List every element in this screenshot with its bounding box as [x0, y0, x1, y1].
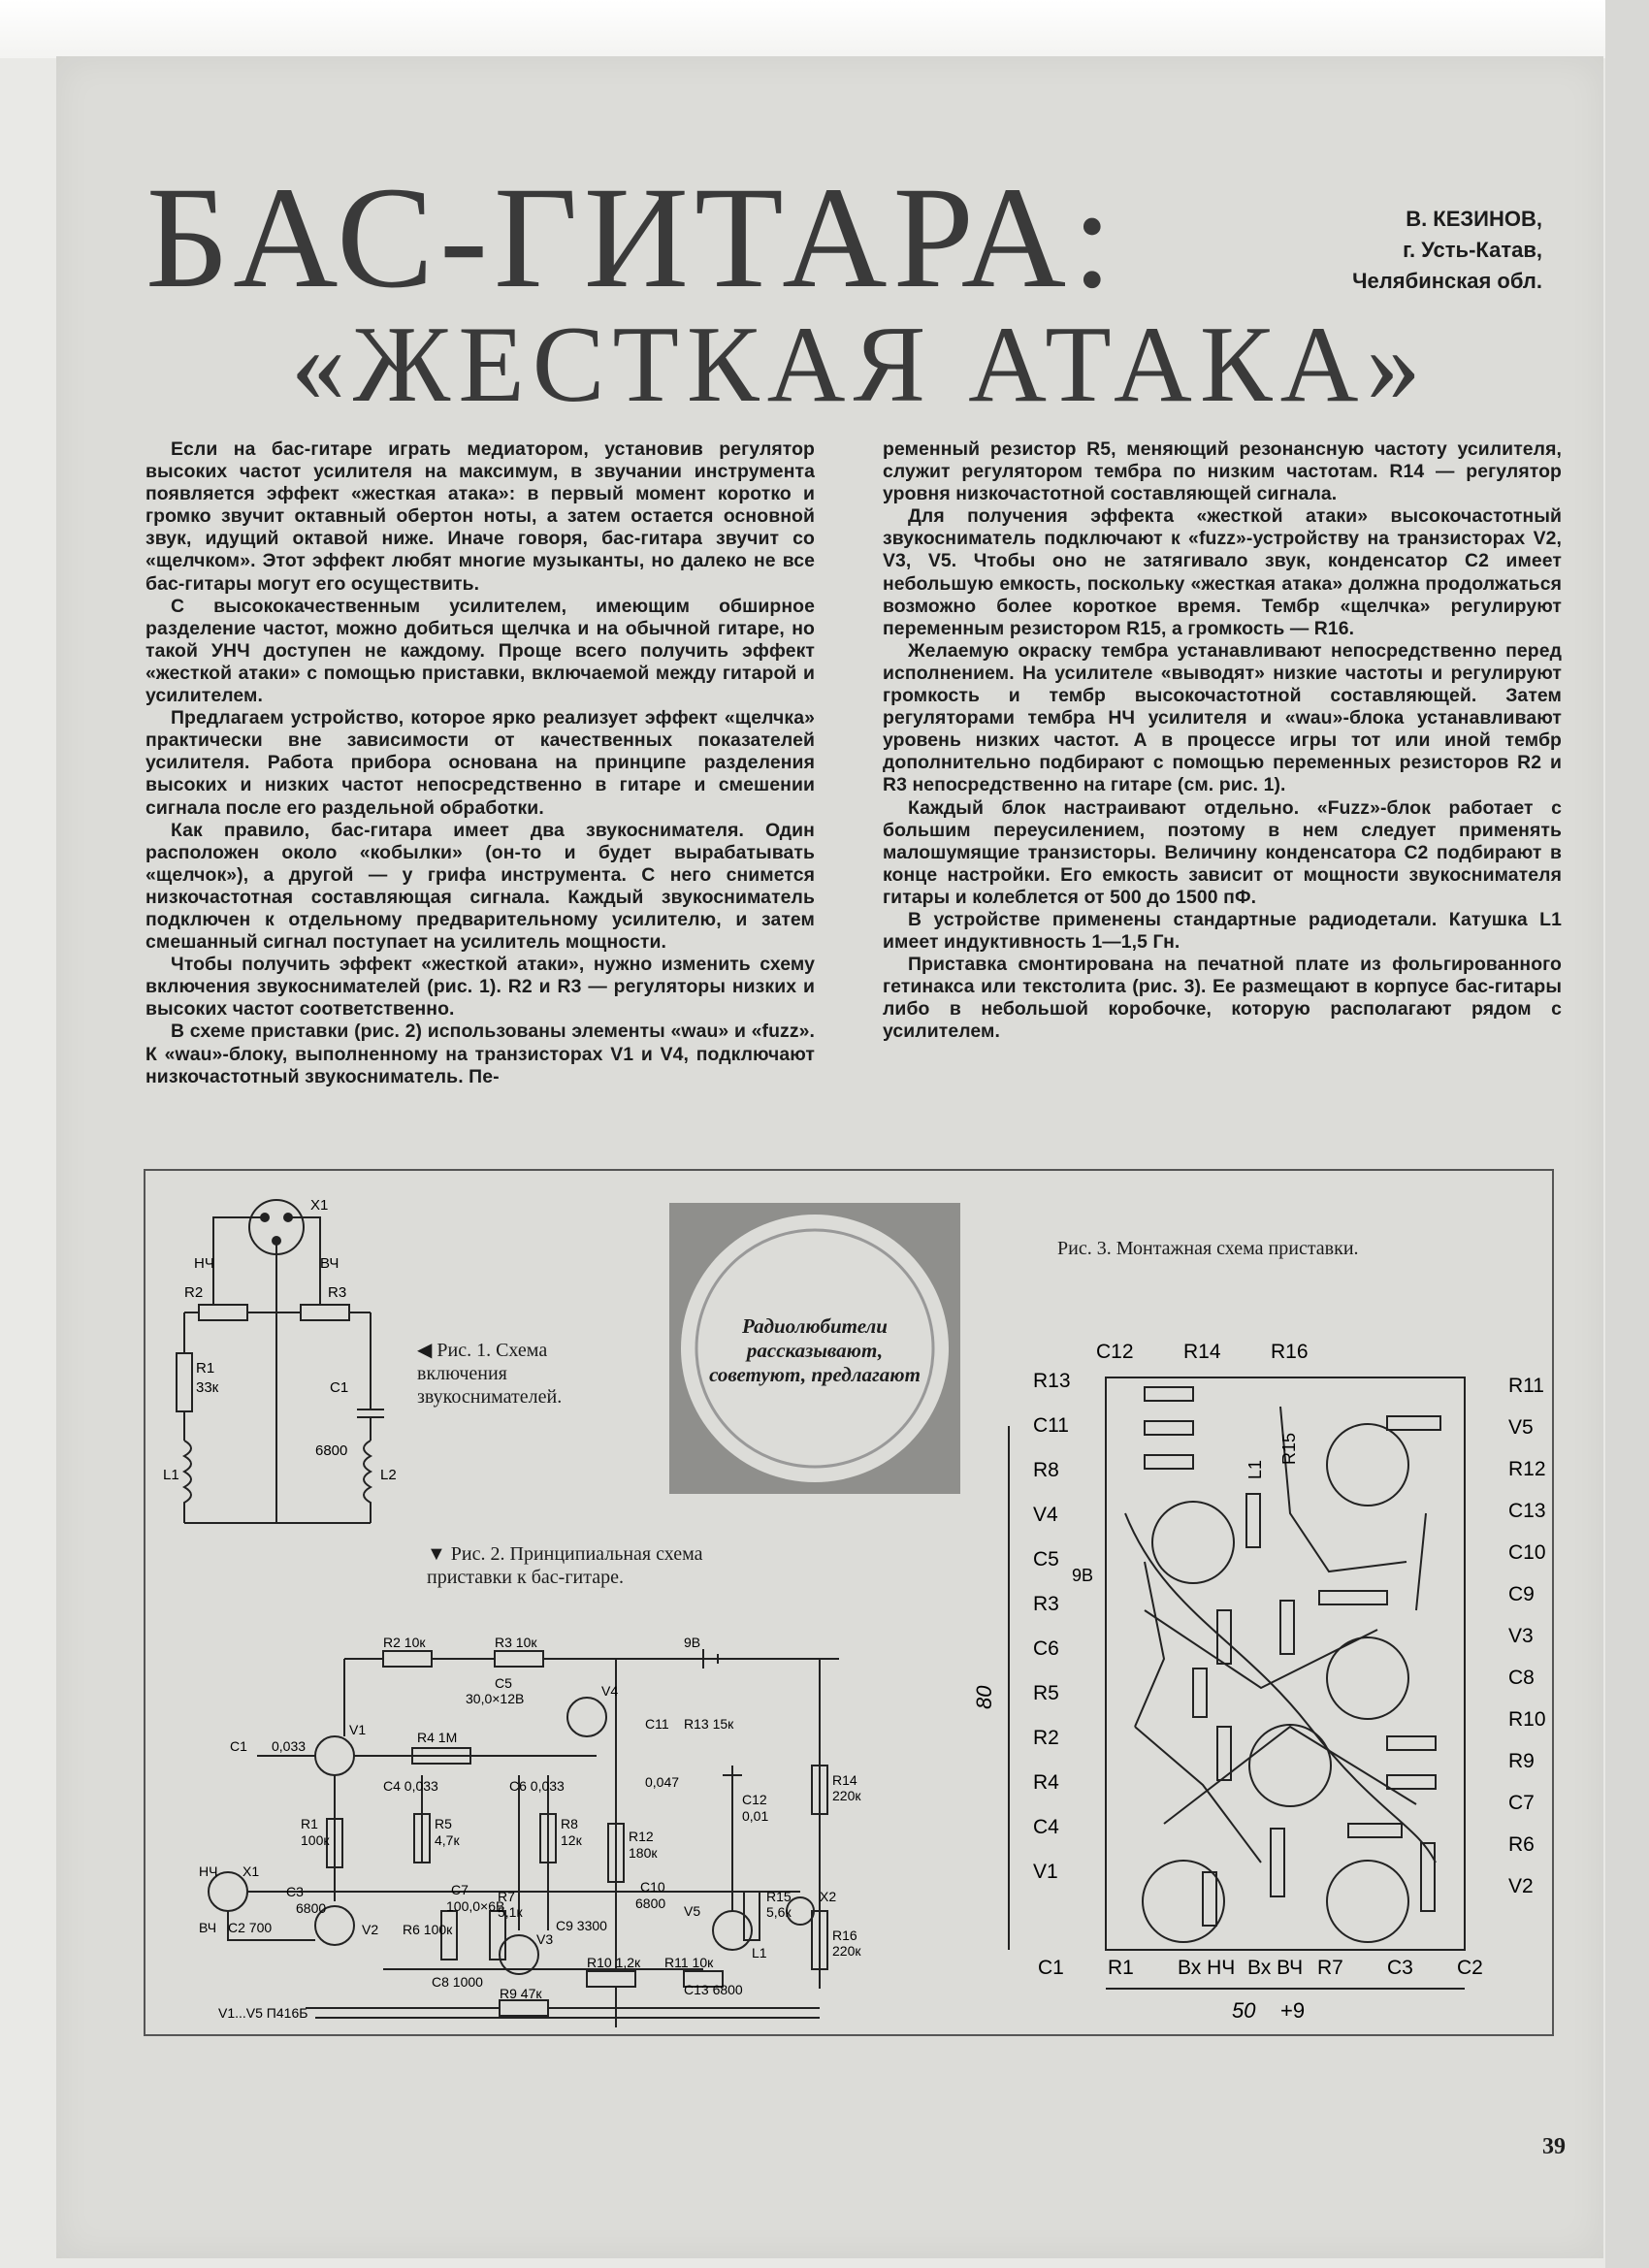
- fig2-label: 180к: [629, 1845, 658, 1861]
- fig1-label: R3: [328, 1284, 347, 1301]
- paragraph: В схеме приставки (рис. 2) использованы элементы «wau» и «fuzz». К «wau»-блоку, выполненному на транзисторах V1 и V4, подключают низкочастотный звукосниматель. Пе-: [146, 1021, 815, 1087]
- fig3-label: R10: [1508, 1708, 1546, 1731]
- fig1-label: R1: [196, 1360, 215, 1377]
- fig3-left-labels: [1033, 1370, 1071, 1883]
- fig3-label: V4: [1033, 1504, 1058, 1526]
- fig1-label: L1: [163, 1467, 179, 1483]
- fig2-label: X1: [242, 1863, 260, 1879]
- fig2-label: 12к: [561, 1832, 582, 1848]
- fig3-label: C6: [1033, 1637, 1059, 1660]
- text-column-right: [883, 438, 1562, 1044]
- fig2-label: R12: [629, 1829, 654, 1844]
- fig3-inner-label: 9В: [1072, 1566, 1094, 1585]
- fig3-label: Вх НЧ: [1178, 1957, 1236, 1979]
- fig3-label: V1: [1033, 1861, 1058, 1883]
- fig3-label: C3: [1387, 1957, 1413, 1979]
- fig2-label: C1: [230, 1738, 247, 1754]
- fig1-label: X1: [310, 1197, 329, 1214]
- fig3-label: R12: [1508, 1458, 1546, 1480]
- fig3-label: R4: [1033, 1771, 1059, 1794]
- fig1-caption: ◀ Рис. 1. Схема включения звукоснимателей.: [417, 1340, 563, 1408]
- fig3-label: R14: [1183, 1341, 1221, 1363]
- fig2-label: R16: [832, 1928, 857, 1943]
- paragraph: Предлагаем устройство, которое ярко реализует эффект «щелчка» практически вне зависимости от качественных показателей усилителя. Работа прибора основана на принципе разделения высоких и низких частот непосредственно в гитаре и смешении сигнала после его раздельной обработки.: [146, 707, 815, 819]
- fig2-label: V3: [536, 1931, 554, 1947]
- fig2-schematic: [160, 1620, 926, 2027]
- byline-city: г. Усть-Катав,: [1403, 238, 1542, 262]
- fig2-label: C6 0,033: [509, 1778, 565, 1794]
- fig2-label: C4 0,033: [383, 1778, 438, 1794]
- fig1-label: 33к: [196, 1379, 219, 1396]
- fig2-label: R9 47к: [500, 1986, 542, 2001]
- fig2-label: 5,1к: [498, 1904, 523, 1920]
- fig3-label: R11: [1508, 1375, 1544, 1397]
- fig2-label: 0,01: [742, 1808, 769, 1824]
- fig3-label: C9: [1508, 1583, 1535, 1605]
- fig2-label: R7: [498, 1889, 515, 1904]
- fig2-label: 5,6к: [766, 1904, 792, 1920]
- fig2-label: V4: [601, 1683, 619, 1699]
- fig3-board: [970, 1319, 1552, 2037]
- paragraph: С высококачественным усилителем, имеющим обширное разделение частот, можно добиться щелчка и на обычной гитаре, но такой УНЧ доступен не каждому. Проще всего получить эффект «жесткой атаки» с помощью приставки, включаемой между гитарой и усилителем.: [146, 595, 815, 707]
- paragraph: Для получения эффекта «жесткой атаки» высокочастотный звукосниматель подключают к «fuzz»-устройству на транзисторах V2, V3, V5. Чтобы оно не затягивало звук, конденсатор C2 имеет небольшую емкость, поскольку «жесткая атака» должна продолжаться возможно более короткое время. Тембр «щелчка» регулируют переменным резистором R15, а громкость — R16.: [883, 505, 1562, 639]
- fig2-label: C8 1000: [432, 1974, 483, 1990]
- fig3-label: C10: [1508, 1541, 1546, 1564]
- paragraph: В устройстве применены стандартные радиодетали. Катушка L1 имеет индуктивность 1—1,5 Гн.: [883, 908, 1562, 954]
- fig2-label: ВЧ: [199, 1920, 217, 1935]
- paragraph: Каждый блок настраивают отдельно. «Fuzz»-блок работает с большим переусилением, поэтому в нем следует применять малошумящие транзисторы. Величину конденсатора C2 подбирают в конце настройки. Его емкость зависит от мощности звукоснимателя гитары и колеблется от 500 до 1500 пФ.: [883, 796, 1562, 908]
- fig3-inner-label: L1: [1245, 1459, 1265, 1479]
- fig3-label: R3: [1033, 1593, 1059, 1615]
- fig3-label: C7: [1508, 1792, 1535, 1814]
- fig1-label: C1: [330, 1379, 349, 1396]
- fig3-label: V2: [1508, 1875, 1534, 1897]
- fig2-label: V1: [349, 1722, 367, 1737]
- fig2-label: R11 10к: [664, 1955, 714, 1970]
- byline: [1261, 204, 1542, 297]
- fig2-label: C10: [640, 1879, 665, 1895]
- fig2-label: 6800: [635, 1895, 666, 1911]
- fig2-label: R14: [832, 1772, 857, 1788]
- byline-region: Челябинская обл.: [1352, 269, 1542, 293]
- fig2-label: C9 3300: [556, 1918, 607, 1933]
- fig3-label: Вх ВЧ: [1247, 1957, 1304, 1979]
- fig3-label: R1: [1108, 1957, 1134, 1979]
- fig3-label: C4: [1033, 1816, 1059, 1838]
- fig1-label: НЧ: [194, 1255, 214, 1272]
- paragraph: ременный резистор R5, меняющий резонансную частоту усилителя, служит регулятором тембра по низким частотам. R14 — регулятор уровня низкочастотной составляющей сигнала.: [883, 438, 1562, 505]
- fig3-label: C12: [1096, 1341, 1134, 1363]
- article-title-line1: БАС-ГИТАРА:: [146, 157, 1118, 318]
- fig2-label: V1...V5 П416Б: [218, 2005, 308, 2021]
- fig2-label: C2 700: [228, 1920, 273, 1935]
- fig2-label: C3: [286, 1884, 304, 1899]
- fig3-label: V5: [1508, 1416, 1534, 1439]
- fig3-label: R8: [1033, 1459, 1059, 1481]
- fig2-label: 0,033: [272, 1738, 307, 1754]
- fig2-label: НЧ: [199, 1863, 218, 1879]
- fig2-label: R5: [435, 1816, 452, 1831]
- fig2-label: V5: [684, 1903, 701, 1919]
- fig2-label: C13 6800: [684, 1982, 743, 1997]
- fig3-label: R2: [1033, 1727, 1059, 1749]
- fig2-caption: ▼ Рис. 2. Принципиальная схема приставки к бас-гитаре.: [427, 1543, 703, 1588]
- fig1-label: ВЧ: [320, 1255, 340, 1272]
- fig1-label: 6800: [315, 1442, 348, 1459]
- fig1-schematic: [155, 1188, 427, 1576]
- scan-right-margin: [1605, 0, 1649, 2268]
- fig2-label: 4,7к: [435, 1832, 460, 1848]
- fig3-right-labels: [1508, 1375, 1546, 1897]
- fig2-label: R1: [301, 1816, 318, 1831]
- badge-text: Радиолюбители рассказывают, советуют, предлагают: [709, 1314, 921, 1386]
- fig3-label: R13: [1033, 1370, 1071, 1392]
- fig2-label: C11: [645, 1716, 669, 1732]
- fig2-label: C5: [495, 1675, 512, 1691]
- fig3-dim-height: 80: [972, 1685, 996, 1709]
- paragraph: Если на бас-гитаре играть медиатором, установив регулятор высоких частот усилителя на максимум, в звучании инструмента появляется эффект «жесткая атака»: в первый момент коротко и громко звучит октавный обертон ноты, а затем остается основной звук, идущий октавой ниже. Иначе говоря, бас-гитара звучит со «щелчком». Этот эффект любят многие музыканты, но далеко не все бас-гитары могут его осуществить.: [146, 438, 815, 595]
- fig3-label: R16: [1271, 1341, 1309, 1363]
- fig2-label: 9В: [684, 1635, 701, 1650]
- fig3-dim-plus: +9: [1280, 1998, 1306, 2023]
- fig3-label: R9: [1508, 1750, 1535, 1772]
- page-number: 39: [1542, 2134, 1566, 2159]
- paragraph: Как правило, бас-гитара имеет два звукоснимателя. Один расположен около «кобылки» (он-то и будет вырабатывать «щелчок»), а другой — у грифа инструмента. С него снимется низкочастотная составляющая сигнала. Каждый звукосниматель подключен к отдельному предварительному усилителю, и затем смешанный сигнал поступает на усилитель мощности.: [146, 819, 815, 954]
- fig3-caption: Рис. 3. Монтажная схема приставки.: [1057, 1238, 1359, 1259]
- fig3-label: R5: [1033, 1682, 1059, 1704]
- fig1-label: R2: [184, 1284, 204, 1301]
- paragraph: Желаемую окраску тембра устанавливают непосредственно перед исполнением. На усилителе «выводят» низкие частоты и регулируют громкость и тембр высокочастотной составляющей. Затем регуляторами тембра НЧ усилителя и «wau»-блока устанавливают уровень низких частот. А в процессе игры тот или иной тембр дополнительно подбирают с помощью переменных резисторов R2 и R3 непосредственно на гитаре (см. рис. 1).: [883, 639, 1562, 796]
- fig3-label: R7: [1317, 1957, 1343, 1979]
- fig2-label: R2 10к: [383, 1635, 426, 1650]
- scan-top-margin: [0, 0, 1649, 58]
- fig3-label: R6: [1508, 1833, 1535, 1856]
- fig3-dim-width: 50: [1232, 1998, 1256, 2023]
- fig2-label: 220к: [832, 1943, 861, 1959]
- fig2-label: V2: [362, 1922, 379, 1937]
- fig2-label: R10 1,2к: [587, 1955, 641, 1970]
- fig2-label: 100к: [301, 1832, 330, 1848]
- fig2-label: R3 10к: [495, 1635, 537, 1650]
- fig3-bottom-labels: [1038, 1957, 1483, 1979]
- text-column-left: [146, 438, 815, 1088]
- fig2-label: 30,0×12В: [466, 1691, 525, 1706]
- fig2-label: R8: [561, 1816, 578, 1831]
- fig2-label: 220к: [832, 1788, 861, 1803]
- fig2-label: R13 15к: [684, 1716, 734, 1732]
- fig2-label: C12: [742, 1792, 767, 1807]
- paragraph: Приставка смонтирована на печатной плате из фольгированного гетинакса или текстолита (рис. 3). Ее размещают в корпусе бас-гитары либо в небольшой коробочке, которую располагают рядом с усилителем.: [883, 954, 1562, 1043]
- fig3-label: C13: [1508, 1500, 1546, 1522]
- fig3-label: C8: [1508, 1667, 1535, 1689]
- fig2-label: R6 100к: [403, 1922, 453, 1937]
- paragraph: Чтобы получить эффект «жесткой атаки», нужно изменить схему включения звукоснимателей (рис. 1). R2 и R3 — регуляторы низких и высоких частот соответственно.: [146, 954, 815, 1021]
- fig2-label: R4 1М: [417, 1730, 458, 1745]
- fig1-label: L2: [380, 1467, 397, 1483]
- fig2-label: 6800: [296, 1900, 327, 1916]
- fig2-label: 100,0×6В: [446, 1898, 505, 1914]
- fig2-label: C7: [451, 1882, 469, 1897]
- fig3-label: C2: [1457, 1957, 1483, 1979]
- fig2-label: R15: [766, 1889, 792, 1904]
- fig3-label: C11: [1033, 1414, 1069, 1437]
- fig3-label: V3: [1508, 1625, 1534, 1647]
- fig2-label: L1: [752, 1945, 767, 1960]
- fig3-top-labels: [1096, 1341, 1309, 1363]
- fig2-label: 0,047: [645, 1774, 680, 1790]
- fig2-label: X2: [820, 1889, 837, 1904]
- fig3-label: C5: [1033, 1548, 1059, 1571]
- byline-author: В. КЕЗИНОВ,: [1406, 207, 1542, 231]
- article-title-line2: «ЖЕСТКАЯ АТАКА»: [291, 305, 1429, 425]
- fig3-inner-label: R15: [1279, 1432, 1299, 1465]
- fig3-label: C1: [1038, 1957, 1064, 1979]
